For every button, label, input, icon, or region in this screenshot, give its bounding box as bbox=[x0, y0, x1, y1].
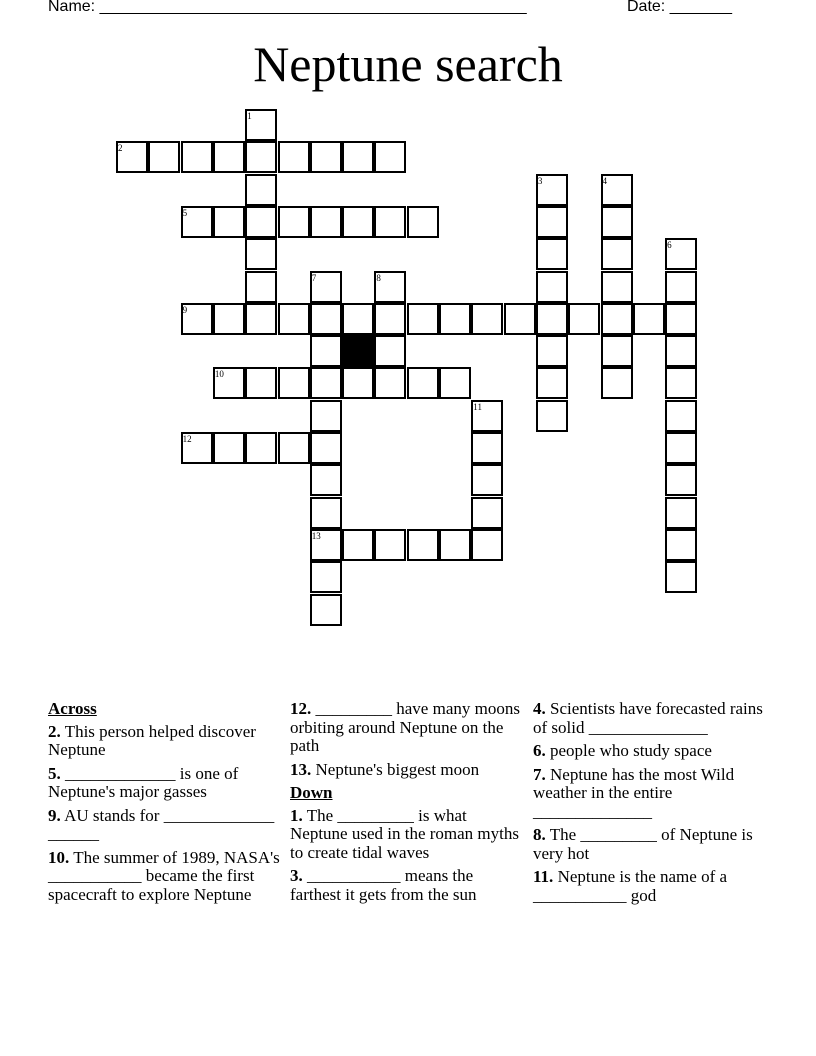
grid-cell[interactable] bbox=[310, 335, 342, 367]
down-heading: Down bbox=[290, 783, 333, 802]
grid-cell[interactable] bbox=[181, 141, 213, 173]
clue-number-label: 2 bbox=[118, 143, 123, 154]
grid-cell[interactable] bbox=[471, 497, 503, 529]
grid-cell[interactable] bbox=[245, 367, 277, 399]
grid-cell[interactable] bbox=[245, 303, 277, 335]
grid-cell[interactable] bbox=[310, 303, 342, 335]
grid-cell[interactable] bbox=[278, 367, 310, 399]
page-title: Neptune search bbox=[253, 36, 563, 92]
grid-cell[interactable] bbox=[665, 400, 697, 432]
grid-cell[interactable] bbox=[536, 335, 568, 367]
clue-number-label: 12 bbox=[182, 434, 192, 444]
down-clue-3: 3. ___________ means the farthest it gets from the sun bbox=[290, 866, 477, 904]
grid-cell[interactable] bbox=[374, 303, 406, 335]
clue-column-3 bbox=[533, 700, 763, 910]
grid-cell[interactable] bbox=[601, 335, 633, 367]
grid-cell[interactable] bbox=[536, 303, 568, 335]
clue-number-label: 9 bbox=[182, 304, 188, 315]
grid-cell[interactable] bbox=[665, 561, 697, 593]
grid-cell[interactable] bbox=[310, 594, 342, 626]
grid-cell[interactable] bbox=[407, 303, 439, 335]
clue-number-label: 11 bbox=[473, 401, 482, 412]
grid-cell[interactable] bbox=[536, 271, 568, 303]
clue-number-label: 4 bbox=[602, 175, 607, 186]
grid-cell[interactable] bbox=[148, 141, 180, 173]
grid-cell[interactable] bbox=[374, 335, 406, 367]
clue-number-label: 3 bbox=[537, 175, 543, 186]
across-clue-12: 12. _________ have many moons orbiting around Neptune on the path bbox=[290, 699, 520, 755]
grid-cell[interactable] bbox=[310, 206, 342, 238]
grid-cell[interactable] bbox=[310, 432, 342, 464]
grid-cell[interactable] bbox=[310, 497, 342, 529]
across-clue-10: 10. The summer of 1989, NASA's ___________ became the first spacecraft to explore Neptune bbox=[48, 847, 280, 904]
grid-cell[interactable] bbox=[536, 206, 568, 238]
grid-cell[interactable] bbox=[342, 529, 374, 561]
grid-cell[interactable] bbox=[665, 432, 697, 464]
grid-cell[interactable] bbox=[310, 464, 342, 496]
grid-cell[interactable] bbox=[342, 367, 374, 399]
clue-number-label: 8 bbox=[376, 272, 381, 283]
grid-cell[interactable] bbox=[665, 271, 697, 303]
down-clue-4: 4. Scientists have forecasted rains of solid ______________ bbox=[533, 699, 763, 737]
clue-number-label: 13 bbox=[311, 530, 321, 541]
grid-cell[interactable] bbox=[665, 367, 697, 399]
grid-cell[interactable] bbox=[665, 303, 697, 335]
grid-cell[interactable] bbox=[504, 303, 536, 335]
clue-number-label: 10 bbox=[214, 369, 224, 380]
grid-cell[interactable] bbox=[601, 367, 633, 399]
grid-cell[interactable] bbox=[536, 238, 568, 270]
grid-cell[interactable] bbox=[568, 303, 600, 335]
grid-cell[interactable] bbox=[439, 529, 471, 561]
grid-cell[interactable] bbox=[665, 529, 697, 561]
down-clue-11: 11. Neptune is the name of a ___________ god bbox=[533, 867, 728, 905]
grid-cell[interactable] bbox=[310, 561, 342, 593]
grid-cell[interactable] bbox=[213, 432, 245, 464]
grid-cell[interactable] bbox=[278, 141, 310, 173]
clue-number-label: 5 bbox=[182, 207, 188, 218]
grid-cell[interactable] bbox=[278, 432, 310, 464]
across-clue-5: 5. _____________ is one of Neptune's major gasses bbox=[48, 763, 239, 801]
down-clue-1: 1. The _________ is what Neptune used in the roman myths to create tidal waves bbox=[290, 805, 519, 862]
grid-cell[interactable] bbox=[601, 303, 633, 335]
clue-column-1 bbox=[48, 700, 280, 909]
grid-cell[interactable] bbox=[342, 303, 374, 335]
grid-cell[interactable] bbox=[665, 464, 697, 496]
grid-cell[interactable] bbox=[374, 141, 406, 173]
grid-cell[interactable] bbox=[278, 206, 310, 238]
grid-cell[interactable] bbox=[471, 432, 503, 464]
down-clue-6: 6. people who study space bbox=[533, 741, 712, 760]
down-clue-8: 8. The _________ of Neptune is very hot bbox=[533, 825, 753, 863]
grid-cell[interactable] bbox=[310, 400, 342, 432]
name-field-label: Name: ________________________________________________ bbox=[48, 0, 527, 15]
grid-cell[interactable] bbox=[310, 141, 342, 173]
grid-cell[interactable] bbox=[374, 206, 406, 238]
grid-cell[interactable] bbox=[471, 529, 503, 561]
grid-cell[interactable] bbox=[407, 529, 439, 561]
grid-cell[interactable] bbox=[471, 303, 503, 335]
grid-cell[interactable] bbox=[374, 367, 406, 399]
grid-cell[interactable] bbox=[213, 141, 245, 173]
grid-cell[interactable] bbox=[374, 529, 406, 561]
grid-cell[interactable] bbox=[310, 367, 342, 399]
grid-cell[interactable] bbox=[633, 303, 665, 335]
grid-cell[interactable] bbox=[665, 335, 697, 367]
grid-cell[interactable] bbox=[245, 238, 277, 270]
clue-number-label: 1 bbox=[247, 111, 252, 121]
grid-cell[interactable] bbox=[407, 367, 439, 399]
grid-cell[interactable] bbox=[407, 206, 439, 238]
grid-cell[interactable] bbox=[342, 141, 374, 173]
across-clue-13: 13. Neptune's biggest moon bbox=[290, 759, 480, 779]
grid-cell[interactable] bbox=[536, 367, 568, 399]
grid-cell[interactable] bbox=[245, 141, 277, 173]
black-square bbox=[342, 335, 374, 367]
grid-cell[interactable] bbox=[439, 367, 471, 399]
grid-cell[interactable] bbox=[245, 206, 277, 238]
clue-number-label: 7 bbox=[311, 272, 317, 283]
grid-cell[interactable] bbox=[245, 271, 277, 303]
grid-cell[interactable] bbox=[665, 497, 697, 529]
grid-cell[interactable] bbox=[213, 303, 245, 335]
across-clue-2: 2. This person helped discover Neptune bbox=[48, 721, 256, 759]
grid-cell[interactable] bbox=[601, 238, 633, 270]
grid-cell[interactable] bbox=[245, 432, 277, 464]
grid-cell[interactable] bbox=[278, 303, 310, 335]
clue-column-2 bbox=[290, 700, 526, 909]
grid-cell[interactable] bbox=[213, 206, 245, 238]
down-clue-7: 7. Neptune has the most Wild weather in the entire ______________ bbox=[533, 764, 735, 821]
across-clue-9: 9. AU stands for _____________ ______ bbox=[48, 805, 275, 843]
grid-cell[interactable] bbox=[342, 206, 374, 238]
date-field-label: Date: _______ bbox=[627, 0, 732, 15]
grid-cell[interactable] bbox=[536, 400, 568, 432]
clue-number-label: 6 bbox=[667, 240, 672, 251]
grid-cell[interactable] bbox=[471, 464, 503, 496]
grid-cell[interactable] bbox=[439, 303, 471, 335]
across-heading: Across bbox=[48, 699, 97, 718]
grid-cell[interactable] bbox=[245, 174, 277, 206]
grid-cell[interactable] bbox=[601, 206, 633, 238]
grid-cell[interactable] bbox=[601, 271, 633, 303]
